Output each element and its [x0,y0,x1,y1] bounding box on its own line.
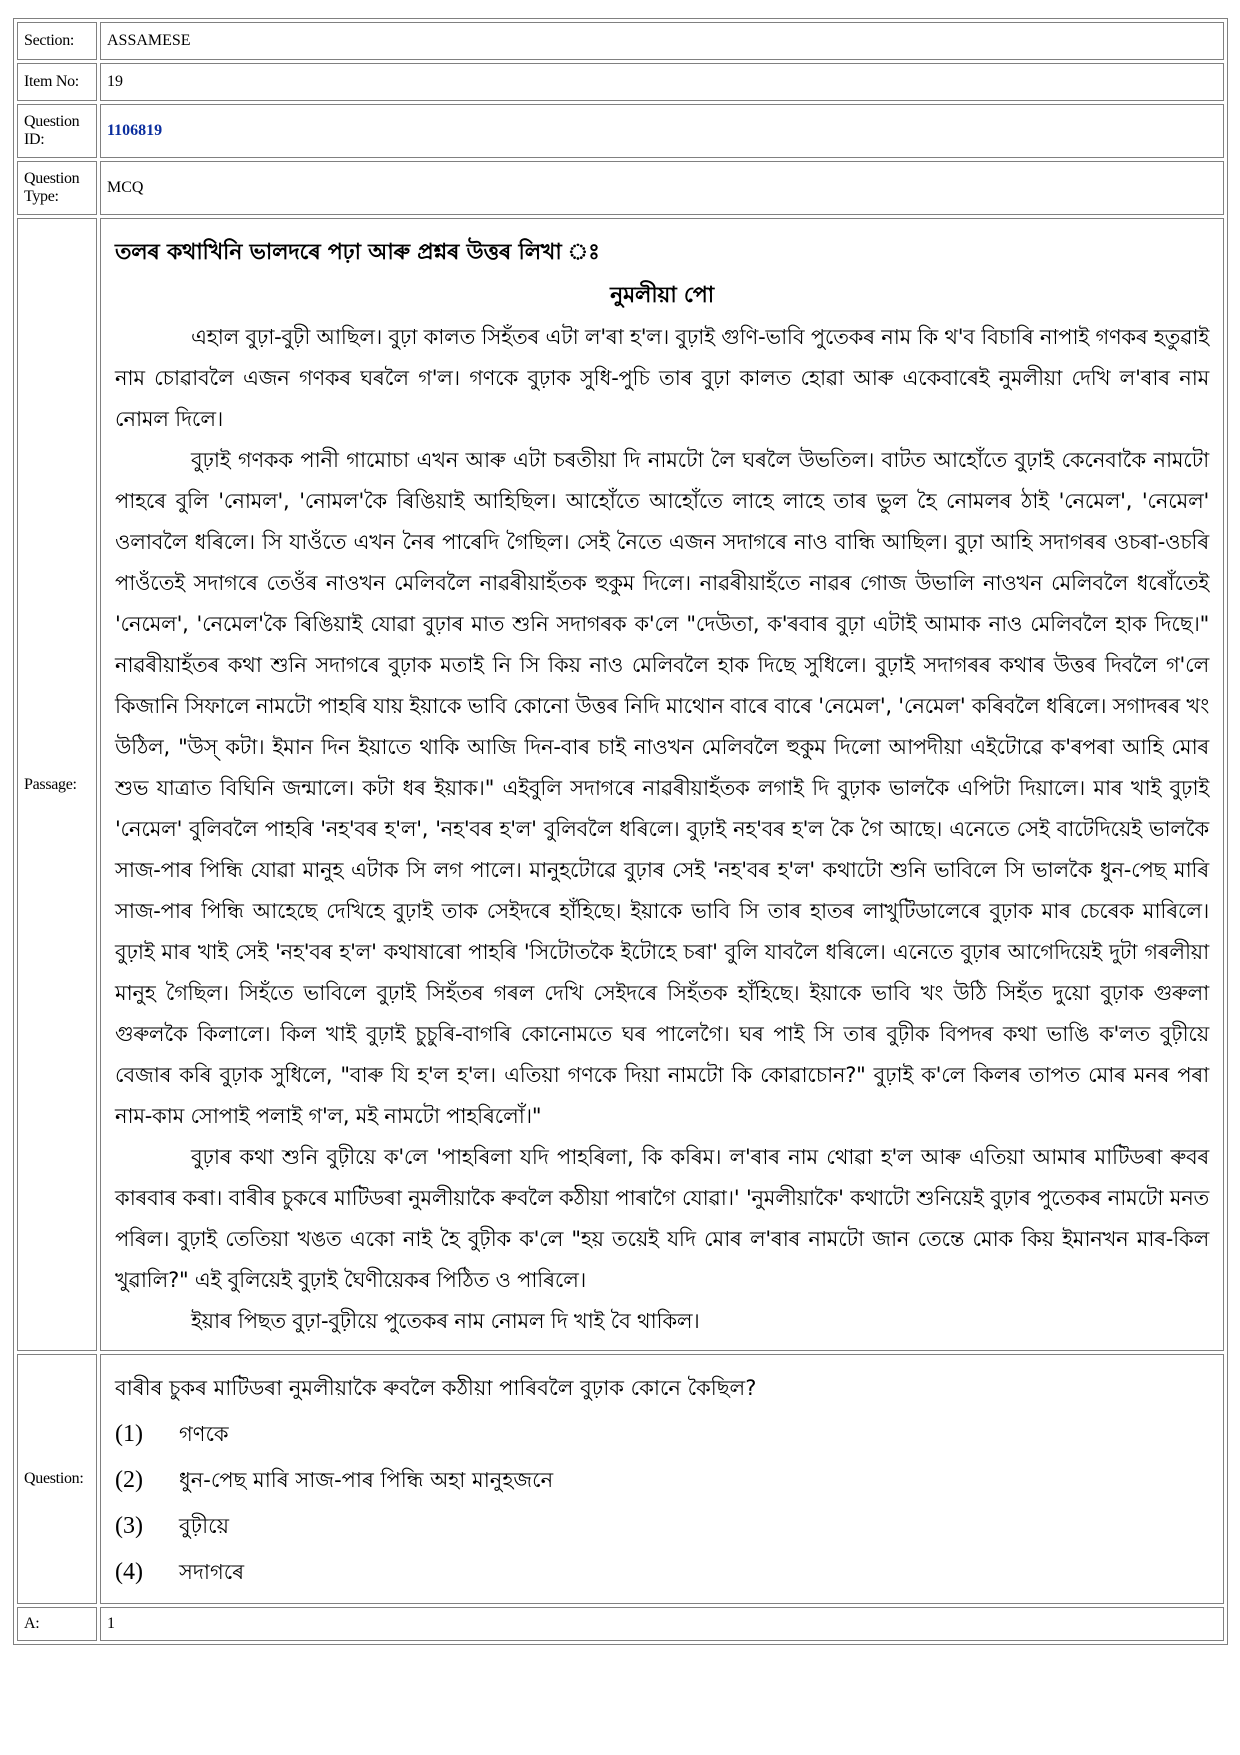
question-content [100,1354,1224,1604]
question-label: Question: [17,1354,97,1604]
option-number: (1) [115,1421,143,1447]
item-no-label: Item No: [17,63,97,101]
section-label: Section: [17,22,97,60]
question-type-label: Question Type: [17,161,97,215]
section-row [17,22,1224,60]
question-table [13,18,1228,1645]
section-value: ASSAMESE [100,22,1224,60]
question-text: বাৰীৰ চুকৰ মাটিডৰা নুমলীয়াকৈ ৰুবলৈ কঠীয়া পাৰিবলৈ বুঢ়াক কোনে কৈছিল? [115,1376,757,1400]
option-text: বুঢ়ীয়ে [179,1514,229,1538]
passage-paragraph: ইয়াৰ পিছত বুঢ়া-বুঢ়ীয়ে পুতেকৰ নাম নোমল দি খাই বৈ থাকিল। [191,1309,700,1333]
option-3 [115,1503,1209,1549]
option-1 [115,1411,1209,1457]
passage-title: নুমলীয়া পো [610,283,714,308]
option-text: ধুন-পেছ মাৰি সাজ-পাৰ পিন্ধি অহা মানুহজনে [179,1468,554,1492]
option-text: সদাগৰে [179,1560,245,1584]
option-text: গণকে [179,1422,229,1446]
option-2 [115,1457,1209,1503]
item-no-value: 19 [100,63,1224,101]
answer-value: 1 [100,1607,1224,1641]
option-number: (2) [115,1467,143,1493]
question-type-row [17,161,1224,215]
question-id-row [17,104,1224,158]
option-4 [115,1549,1209,1595]
passage-instruction: তলৰ কথাখিনি ভালদৰে পঢ়া আৰু প্ৰশ্নৰ উত্তৰ লিখা ঃ [115,240,600,265]
question-type-value: MCQ [100,161,1224,215]
answer-row [17,1607,1224,1641]
passage-content [100,218,1224,1351]
question-row [17,1354,1224,1604]
passage-paragraph: বুঢ়াই গণকক পানী গামোচা এখন আৰু এটা চৰতীয়া দি নামটো লৈ ঘৰলৈ উভতিল। বাটত আহোঁতে বুঢ়াই কেনেবাকৈ নামটো পাহৰে বুলি 'নোমল', 'নোমল'কৈ ৰিঙিয়াই আহিছিল। আহোঁতে আহোঁতে লাহে লাহে তাৰ ভুল হৈ নোমলৰ ঠাই 'নেমেল', 'নেমেল' ওলাবলৈ ধৰিলে। সি যাওঁতে এখন নৈৰ পাৰেদি গৈছিল। সেই নৈতে এজন সদাগৰে নাও বান্ধি আছিল। বুঢ়া আহি সদাগৰৰ ওচৰা-ওচৰি পাওঁতেই সদাগৰে তেওঁৰ নাওখন মেলিবলৈ নাৱৰীয়াহঁতক হুকুম দিলে। নাৱৰীয়াহঁতে নাৱৰ গোজ উভালি নাওখন মেলিবলৈ ধৰোঁতেই 'নেমেল', 'নেমেল'কৈ ৰিঙিয়াই যোৱা বুঢ়াৰ মাত শুনি সদাগৰক ক'লে "দেউতা, ক'ৰবাৰ বুঢ়া এটাই আমাক নাও মেলিবলৈ হাক দিছে।" নাৱৰীয়াহঁতৰ কথা শুনি সদাগৰে বুঢ়াক মতাই নি সি কিয় নাও মেলিবলৈ হাক দিছে সুধিলে। বুঢ়াই সদাগৰৰ কথাৰ উত্তৰ দিবলৈ গ'লে কিজানি সিফালে নামটো পাহৰি যায় ইয়াকে ভাবি কোনো উত্তৰ নিদি মাথোন বাৰে বাৰে 'নেমেল', 'নেমেল' কৰিবলৈ ধৰিলে। সগাদৰৰ খং উঠিল, "উস্ কটা। ইমান দিন ইয়াতে থাকি আজি দিন-বাৰ চাই নাওখন মেলিবলৈ হুকুম দিলো আপদীয়া এইটোৱে ক'ৰপৰা আহি মোৰ শুভ যাত্ৰাত বিঘিনি জন্মালে। কটা ধৰ ইয়াক।" এইবুলি সদাগৰে নাৱৰীয়াহঁতক লগাই দি বুঢ়াক ভালকৈ এপিটা দিয়ালে। মাৰ খাই বুঢ়াই 'নেমেল' বুলিবলৈ পাহৰি 'নহ'বৰ হ'ল', 'নহ'বৰ হ'ল' বুলিবলৈ ধৰিলে। বুঢ়াই নহ'বৰ হ'ল কৈ গৈ আছে। এনেতে সেই বাটেদিয়েই ভালকৈ সাজ-পাৰ পিন্ধি যোৱা মানুহ এটাক সি লগ পালে। মানুহটোৱে বুঢ়াৰ সেই 'নহ'বৰ হ'ল' কথাটো শুনি ভাবিলে সি ভালকৈ ধুন-পেছ মাৰি সাজ-পাৰ পিন্ধি আহেছে দেখিহে বুঢ়াই তাক সেইদৰে হাঁহিছে। ইয়াকে ভাবি সি তাৰ হাতৰ লাখুটিডালেৰে বুঢ়াক মাৰ চেৰেক মাৰিলে। বুঢ়াই মাৰ খাই সেই 'নহ'বৰ হ'ল' কথাষাৰো পাহৰি 'সিটোতকৈ ইটোহে চৰা' বুলি যাবলৈ ধৰিলে। এনেতে বুঢ়াৰ আগেদিয়েই দুটা গৰলীয়া মানুহ গৈছিল। সিহঁতে ভাবিলে বুঢ়াই সিহঁতৰ গৰল দেখি সেইদৰে সিহঁতক হাঁহিছে। ইয়াকে ভাবি খং উঠি সিহঁত দুয়ো বুঢ়াক গুৰুলা গুৰুলকৈ কিলালে। কিল খাই বুঢ়াই চুচুৰি-বাগৰি কোনোমতে ঘৰ পালেগৈ। ঘৰ পাই সি তাৰ বুঢ়ীক বিপদৰ কথা ভাঙি ক'লত বুঢ়ীয়ে বেজাৰ কৰি বুঢ়াক সুধিলে, "বাৰু যি হ'ল হ'ল। এতিয়া গণকে দিয়া নামটো কি কোৱাচোন?" বুঢ়াই ক'লে কিলৰ তাপত মোৰ মনৰ পৰা নাম-কাম সোপাই পলাই গ'ল, মই নামটো পাহৰিলোঁ।" [115,448,1209,1128]
passage-label: Passage: [17,218,97,1351]
option-number: (4) [115,1559,143,1585]
item-no-row [17,63,1224,101]
option-number: (3) [115,1513,143,1539]
passage-paragraph: বুঢ়াৰ কথা শুনি বুঢ়ীয়ে ক'লে 'পাহৰিলা যদি পাহৰিলা, কি কৰিম। ল'ৰাৰ নাম থোৱা হ'ল আৰু এতিয়া আমাৰ মাটিডৰা ৰুবৰ কাৰবাৰ কৰা। বাৰীৰ চুকৰে মাটিডৰা নুমলীয়াকৈ ৰুবলৈ কঠীয়া পাৰাগৈ যোৱা।' 'নুমলীয়াকৈ' কথাটো শুনিয়েই বুঢ়াৰ পুতেকৰ নামটো মনত পৰিল। বুঢ়াই তেতিয়া খঙত একো নাই হৈ বুঢ়ীক ক'লে "হয় তয়েই যদি মোৰ ল'ৰাৰ নামটো জান তেন্তে মোক কিয় ইমানখন মাৰ-কিল খুৱালি?" এই বুলিয়েই বুঢ়াই ঘৈণীয়েকৰ পিঠিত ও পাৰিলে। [115,1145,1209,1292]
passage-paragraph: এহাল বুঢ়া-বুঢ়ী আছিল। বুঢ়া কালত সিহঁতৰ এটা ল'ৰা হ'ল। বুঢ়াই গুণি-ভাবি পুতেকৰ নাম কি থ'ব বিচাৰি নাপাই গণকৰ হতুৱাই নাম চোৱাবলৈ এজন গণকৰ ঘৰলৈ গ'ল। গণকে বুঢ়াক সুধি-পুচি তাৰ বুঢ়া কালত হোৱা আৰু একেবাৰেই নুমলীয়া দেখি ল'ৰাৰ নাম নোমল দিলে। [115,325,1209,431]
answer-label: A: [17,1607,97,1641]
question-id-label: Question ID: [17,104,97,158]
question-id-value: 1106819 [100,104,1224,158]
passage-row [17,218,1224,1351]
